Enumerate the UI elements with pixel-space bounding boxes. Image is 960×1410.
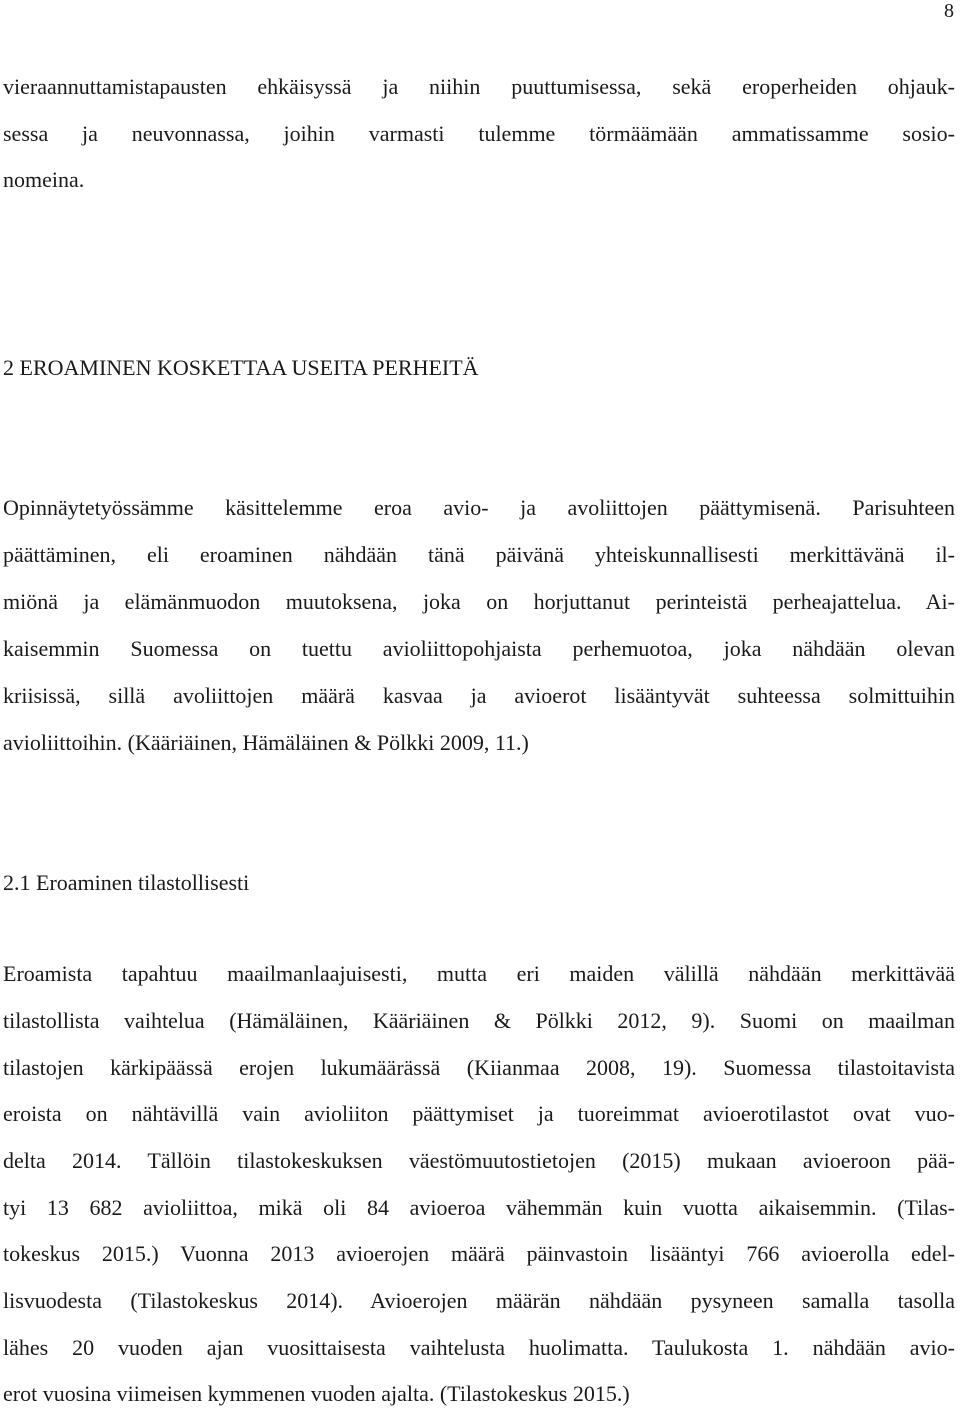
text-line: miönä ja elämänmuodon muutoksena, joka on horjuttanut perinteistä perheajattelua. Ai- xyxy=(3,589,955,614)
page-number: 8 xyxy=(944,0,954,22)
chapter-heading: 2 EROAMINEN KOSKETTAA USEITA PERHEITÄ xyxy=(3,355,479,380)
text-line: tilastojen kärkipäässä erojen lukumäärässä (Kiianmaa 2008, 19). Suomessa tilastoitavista xyxy=(3,1055,955,1080)
text-line: päättäminen, eli eroaminen nähdään tänä päivänä yhteiskunnallisesti merkittävänä il- xyxy=(3,542,955,567)
text-line: tokeskus 2015.) Vuonna 2013 avioerojen määrä päinvastoin lisääntyi 766 avioerolla edel- xyxy=(3,1241,955,1266)
text-line: kriisissä, sillä avoliittojen määrä kasvaa ja avioerot lisääntyvät suhteessa solmittuihin xyxy=(3,683,955,708)
text-line: tilastollista vaihtelua (Hämäläinen, Kääriäinen & Pölkki 2012, 9). Suomi on maailman xyxy=(3,1008,955,1033)
text-line: erot vuosina viimeisen kymmenen vuoden ajalta. (Tilastokeskus 2015.) xyxy=(3,1381,630,1406)
text-line: delta 2014. Tällöin tilastokeskuksen väestömuutostietojen (2015) mukaan avioeroon pää- xyxy=(3,1148,955,1173)
text-line: tyi 13 682 avioliittoa, mikä oli 84 avioeroa vähemmän kuin vuotta aikaisemmin. (Tilas- xyxy=(3,1195,955,1220)
text-line: nomeina. xyxy=(3,167,85,192)
text-line: Eroamista tapahtuu maailmanlaajuisesti, mutta eri maiden välillä nähdään merkittävää xyxy=(3,961,955,986)
text-line: avioliittoihin. (Kääriäinen, Hämäläinen & Pölkki 2009, 11.) xyxy=(3,730,529,755)
text-line: kaisemmin Suomessa on tuettu avioliittopohjaista perhemuotoa, joka nähdään olevan xyxy=(3,636,955,661)
text-line: sessa ja neuvonnassa, joihin varmasti tulemme törmäämään ammatissamme sosio- xyxy=(3,121,955,146)
text-line: vieraannuttamistapausten ehkäisyssä ja niihin puuttumisessa, sekä eroperheiden ohjauk- xyxy=(3,74,955,99)
text-line: eroista on nähtävillä vain avioliiton päättymiset ja tuoreimmat avioerotilastot ovat vuo- xyxy=(3,1101,955,1126)
text-line: lisvuodesta (Tilastokeskus 2014). Avioerojen määrän nähdään pysyneen samalla tasolla xyxy=(3,1288,955,1313)
text-line: lähes 20 vuoden ajan vuosittaisesta vaihtelusta huolimatta. Taulukosta 1. nähdään avio- xyxy=(3,1335,955,1360)
section-heading: 2.1 Eroaminen tilastollisesti xyxy=(3,870,250,895)
text-line: Opinnäytetyössämme käsittelemme eroa avio- ja avoliittojen päättymisenä. Parisuhteen xyxy=(3,495,955,520)
